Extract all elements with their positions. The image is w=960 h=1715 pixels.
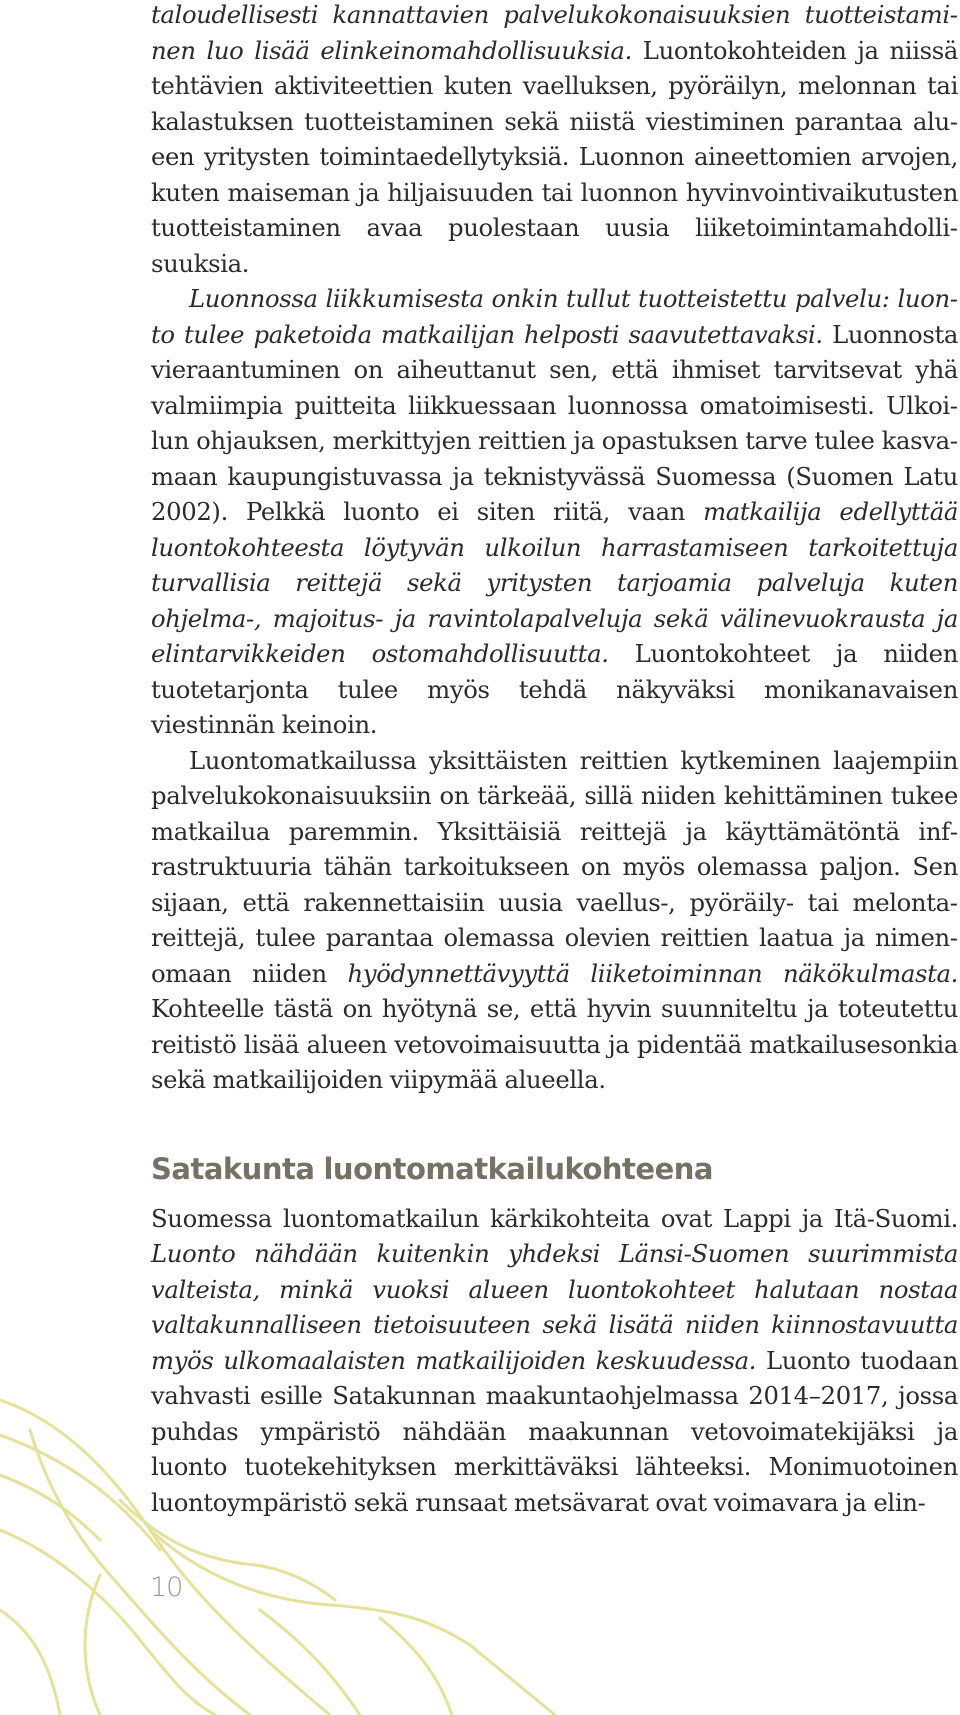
- paragraph: [151, 0, 958, 281]
- text-run: Luontokohteet ja niiden tuotetarjonta tulee myös tehdä näkyväksi monikanavaisen viestinnän keinoin.: [151, 639, 958, 739]
- body-paragraphs-bottom: [151, 1201, 958, 1521]
- italic-text: matkailija edellyttää luontokohteesta löytyvän ulkoilun harrastamiseen tarkoitettuja turvallisia reittejä sekä yritysten tarjoamia palveluja kuten ohjelma-, majoitus- ja ravintolapalveluja sekä välinevuokrausta ja elintarvikkeiden ostomahdollisuutta.: [151, 497, 958, 668]
- text-run: Luontokohteiden ja niissä tehtävien aktiviteettien kuten vaelluksen, pyöräilyn, melonnan tai kalastuksen tuotteistaminen sekä niistä viestiminen parantaa alueen yritysten toimintaedellytyksiä. Luonnon aineettomien arvojen, kuten maiseman ja hiljaisuuden tai luonnon hyvinvointivaikutusten tuotteistaminen avaa puolestaan uusia liiketoimintamahdollisuuksia.: [151, 35, 958, 278]
- text-run: Kohteelle tästä on hyötynä se, että hyvin suunniteltu ja toteutettu reitistö lisää alueen vetovoimaisuutta ja pidentää matkailusesonkia sekä matkailijoiden viipymää alueella.: [151, 994, 958, 1094]
- italic-text: taloudellisesti kannattavien palvelukokonaisuuksien tuotteistaminen luo lisää elinkeinomahdollisuuksia.: [151, 0, 958, 65]
- paragraph: [151, 743, 958, 1098]
- paragraph: [151, 281, 958, 743]
- text-run: Luonnosta vieraantuminen on aiheuttanut sen, että ihmiset tarvitsevat yhä valmiimpia puitteita liikkuessaan luonnossa omatoimisesti. Ulkoilun ohjauksen, merkittyjen reittien ja opastuksen tarve tulee kasvamaan kaupungistuvassa ja teknistyvässä Suomessa (Suomen Latu 2002). Pelkkä luonto ei siten riitä, vaan: [151, 319, 958, 526]
- body-text: [151, 0, 958, 1520]
- paragraph: [151, 1201, 958, 1521]
- text-run: Luonto tuodaan vahvasti esille Satakunnan maakuntaohjelmassa 2014–2017, jossa puhdas ympäristö nähdään maakunnan vetovoimatekijäksi ja luonto tuotekehityksen merkittäväksi lähteeksi. Monimuotoinen luontoympäristö sekä runsaat metsävarat ovat voimavara ja elin-: [151, 1345, 958, 1517]
- italic-text: hyödynnettävyyttä liiketoiminnan näkökulmasta.: [347, 958, 958, 988]
- section-heading: Satakunta luontomatkailukohteena: [151, 1151, 713, 1186]
- body-paragraphs-top: [151, 0, 958, 1098]
- text-run: Luontomatkailussa yksittäisten reittien kytkeminen laajempiin palvelukokonaisuuksiin on tärkeää, sillä niiden kehittäminen tukee matkailua paremmin. Yksittäisiä reittejä ja käyttämätöntä infrastruktuuria tähän tarkoitukseen on myös olemassa paljon. Sen sijaan, että rakennettaisiin uusia vaellus-, pyöräily- tai melontareittejä, tulee parantaa olemassa olevien reittien laatua ja nimenomaan niiden: [151, 745, 958, 988]
- italic-text: Luonto nähdään kuitenkin yhdeksi Länsi-Suomen suurimmista valteista, minkä vuoksi alueen luontokohteet halutaan nostaa valtakunnalliseen tietoisuuteen sekä lisätä niiden kiinnostavuutta myös ulkomaalaisten matkailijoiden keskuudessa.: [151, 1239, 958, 1375]
- page-number: 10: [150, 1572, 183, 1603]
- text-run: Suomessa luontomatkailun kärkikohteita ovat Lappi ja Itä-Suomi.: [151, 1203, 958, 1233]
- italic-text: Luonnossa liikkumisesta onkin tullut tuotteistettu palvelu: luonto tulee paketoida matkailijan helposti saavutettavaksi.: [151, 284, 958, 349]
